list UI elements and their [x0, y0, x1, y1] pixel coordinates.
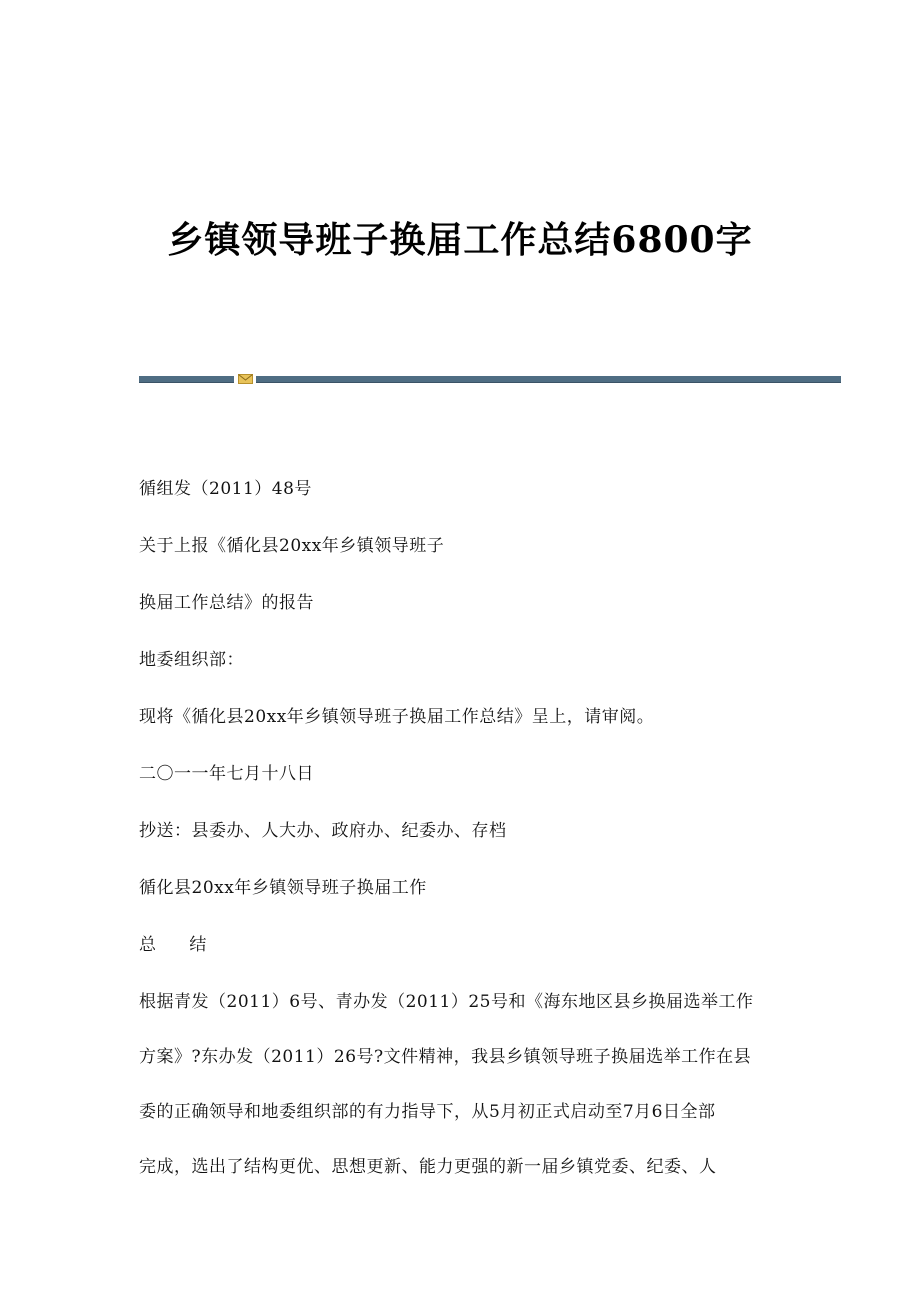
summary-heading-line-1: 循化县20xx年乡镇领导班子换届工作 [139, 878, 427, 898]
page-title: 乡镇领导班子换届工作总结6800字 [167, 219, 753, 261]
cc-list: 抄送：县委办、人大办、政府办、纪委办、存档 [139, 821, 507, 841]
body-line: 方案》?东办发（2011）26号?文件精神，我县乡镇领导班子换届选举工作在县 [139, 1047, 752, 1067]
document-number: 循组发（2011）48号 [139, 479, 312, 499]
report-title-line-1: 关于上报《循化县20xx年乡镇领导班子 [139, 536, 445, 556]
document-date: 二〇一一年七月十八日 [139, 764, 314, 784]
submission-sentence: 现将《循化县20xx年乡镇领导班子换届工作总结》呈上，请审阅。 [139, 707, 655, 727]
divider-right-bar [256, 376, 841, 383]
summary-heading-line-2: 总 结 [139, 935, 221, 955]
recipient: 地委组织部： [139, 650, 244, 670]
body-line: 完成，选出了结构更优、思想更新、能力更强的新一届乡镇党委、纪委、人 [139, 1157, 717, 1177]
body-line: 委的正确领导和地委组织部的有力指导下，从5月初正式启动至7月6日全部 [139, 1102, 716, 1122]
divider-left-bar [139, 376, 234, 383]
envelope-icon [238, 374, 253, 384]
document-content [139, 461, 789, 1203]
report-title-line-2: 换届工作总结》的报告 [139, 593, 314, 613]
body-paragraph [139, 983, 789, 1186]
title-divider [139, 373, 841, 385]
body-line: 根据青发（2011）6号、青办发（2011）25号和《海东地区县乡换届选举工作 [139, 992, 754, 1012]
